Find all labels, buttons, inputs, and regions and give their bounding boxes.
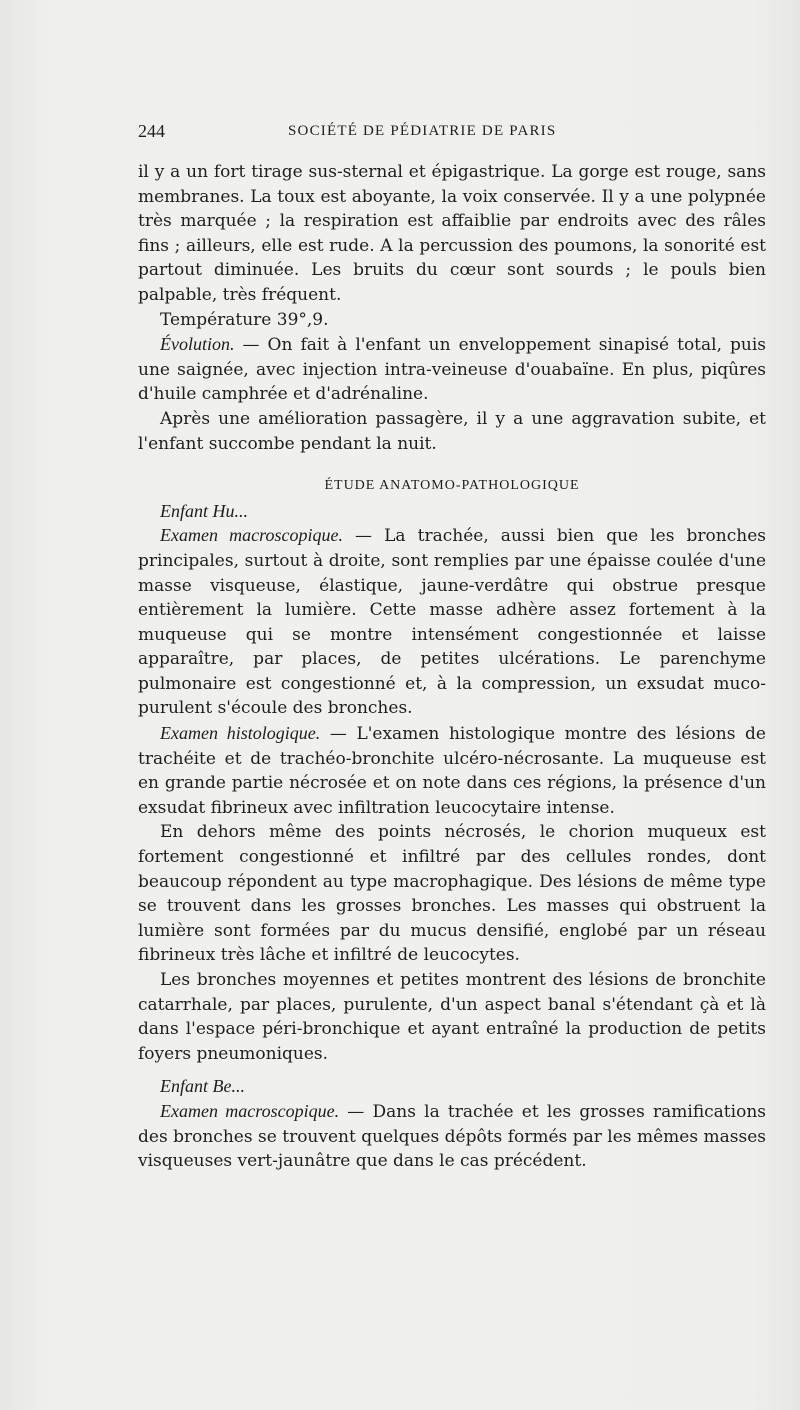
running-head (138, 121, 768, 145)
histologic-label-hu: Examen histologique. (160, 723, 321, 744)
macroscopic-text-be: — Dans la trachée et les grosses ramifications des bronches se trouvent quelques dépôts formés par les mêmes masses visqueuses vert-jaunâtre que dans le cas précédent. (138, 1101, 766, 1172)
running-title: SOCIÉTÉ DE PÉDIATRIE DE PARIS (288, 123, 557, 139)
evolution-text: — On fait à l'enfant un enveloppement sinapisé total, puis une saignée, avec injection intra-veineuse d'ouabaïne. En plus, piqûres d'huile camphrée et d'adrénaline. (138, 335, 766, 405)
spacer (138, 1066, 766, 1074)
macroscopic-label-hu: Examen macroscopique. (160, 525, 343, 546)
body-text (138, 160, 766, 1174)
case-title-hu: Enfant Hu... (160, 500, 248, 521)
paragraph-temperature: Température 39°,9. (160, 309, 329, 330)
paragraph-outcome: Après une amélioration passagère, il y a une aggravation subite, et l'enfant succombe pendant la nuit. (138, 408, 766, 454)
paragraph-clinical-exam: il y a un fort tirage sus-sternal et épigastrique. La gorge est rouge, sans membranes. La toux est aboyante, la voix conservée. Il y a une polypnée très marquée ; la respiration est affaiblie par endroits avec des râles fins ; ailleurs, elle est rude. A la percussion des poumons, la sonorité est partout diminuée. Les bruits du cœur sont sourds ; le pouls bien palpable, très fréquent. (138, 162, 766, 305)
paragraph-bronchi-hu: Les bronches moyennes et petites montrent des lésions de bronchite catarrhale, par places, purulente, d'un aspect banal s'étendant çà et là dans l'espace péri-bronchique et ayant entraîné la production de petits foyers pneumoniques. (138, 970, 766, 1064)
paragraph-evolution (138, 332, 766, 407)
macroscopic-label-be: Examen macroscopique. (160, 1100, 340, 1121)
section-heading: ÉTUDE ANATOMO-PATHOLOGIQUE (324, 478, 580, 494)
histologic-text-hu: — L'examen histologique montre des lésions de trachéite et de trachéo-bronchite ulcéro-nécrosante. La muqueuse est en grande partie nécrosée et on note dans ces régions, la présence d'un exsudat fibrineux avec infiltration leucocytaire intense. (138, 724, 766, 818)
paragraph-macroscopic-be (138, 1099, 766, 1174)
evolution-label: Évolution. (160, 334, 235, 355)
case-title-be: Enfant Be... (160, 1076, 245, 1097)
paragraph-chorion-hu: En dehors même des points nécrosés, le chorion muqueux est fortement congestionné et infiltré par des cellules rondes, dont beaucoup répondent au type macrophagique. Des lésions de même type se trouvent dans les grosses bronches. Les masses qui obstruent la lumière sont formées par du mucus densifié, englobé par un réseau fibrineux très lâche et infiltré de leucocytes. (138, 822, 766, 966)
macroscopic-text-hu: — La trachée, aussi bien que les bronches principales, surtout à droite, sont remplies par une épaisse coulée d'une masse visqueuse, élastique, jaune-verdâtre qui obstrue presque entièrement la lumière. Cette masse adhère assez fortement à la muqueuse qui se montre intensément congestionnée et laisse apparaître, par places, de petites ulcérations. Le parenchyme pulmonaire est congestionné et, à la compression, un exsudat muco-purulent s'écoule des bronches. (138, 526, 766, 719)
paragraph-histologic-hu (138, 721, 766, 820)
page-number: 244 (138, 121, 165, 141)
paragraph-macroscopic-hu (138, 523, 766, 721)
